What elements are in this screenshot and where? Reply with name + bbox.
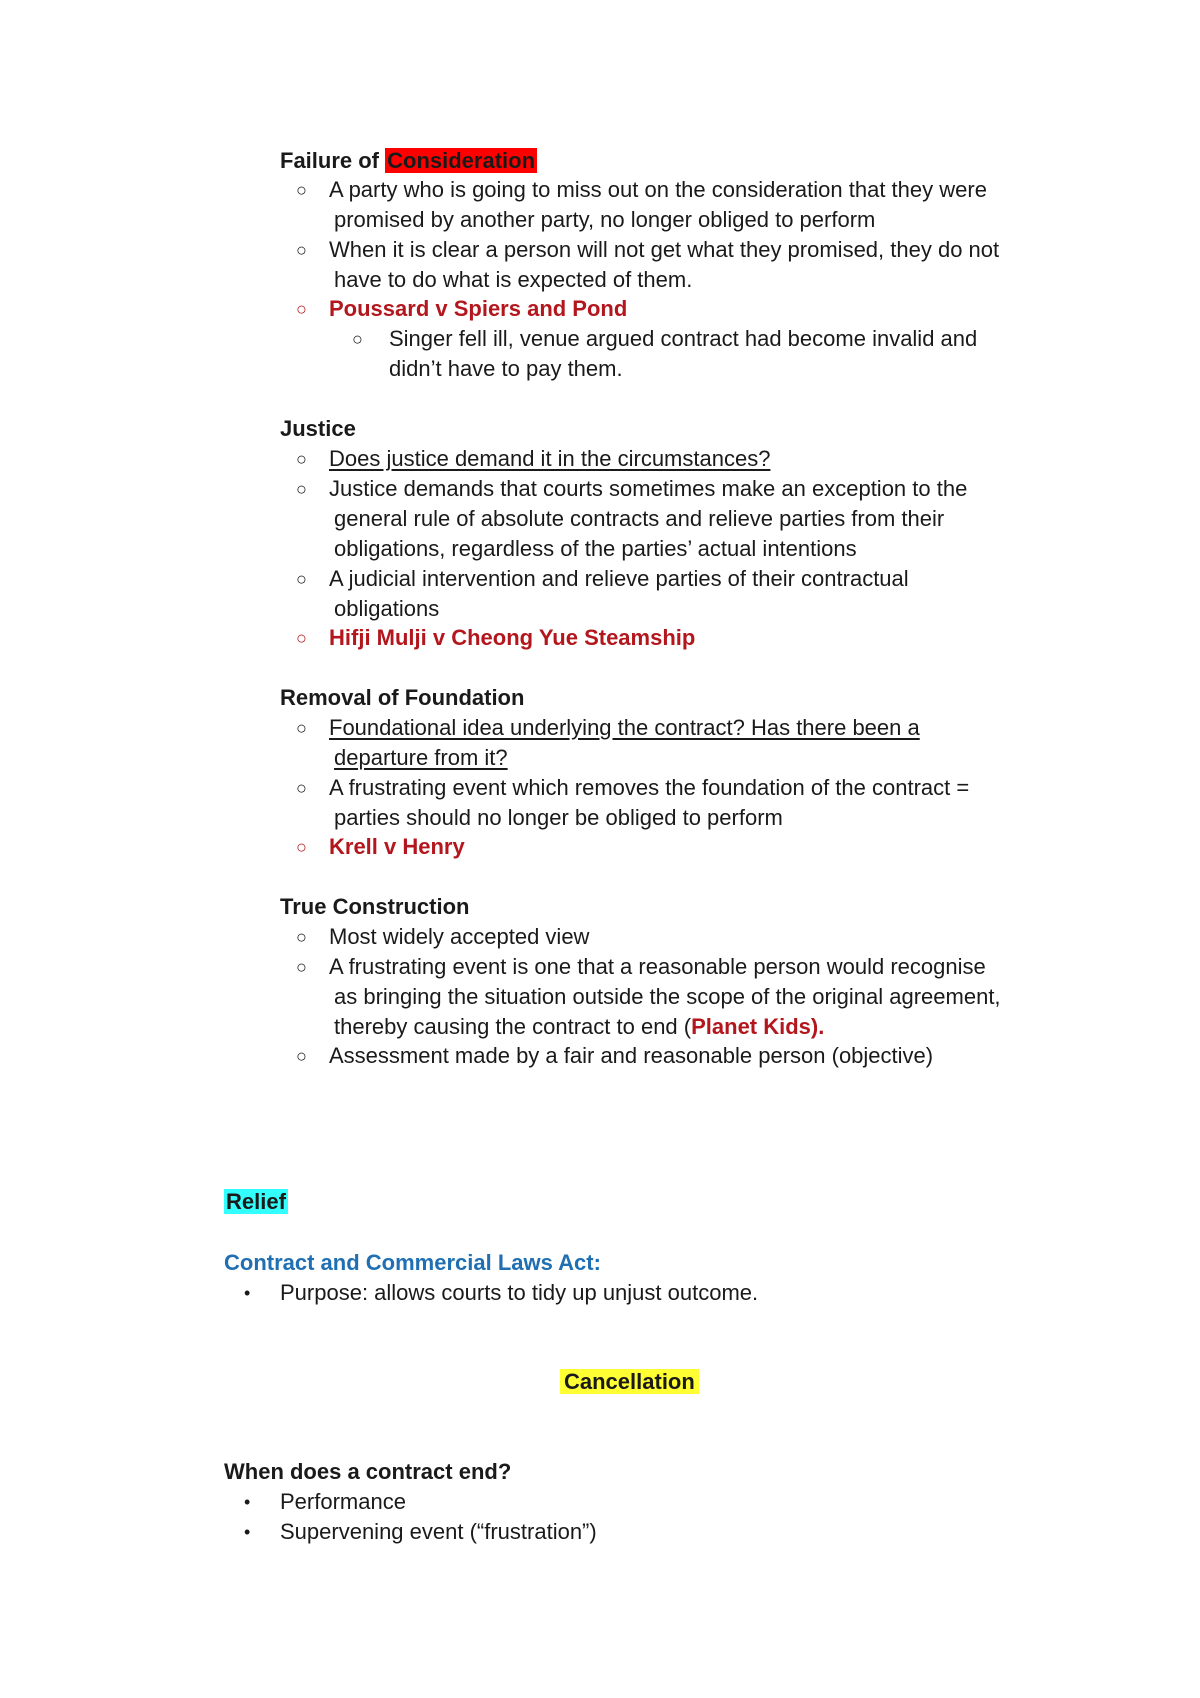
failure-case: Poussard v Spiers and Pond <box>329 296 628 321</box>
foundation-case: Krell v Henry <box>329 834 465 859</box>
cancellation-question: When does a contract end? <box>224 1459 512 1484</box>
failure-bullet-1-line-2: promised by another party, no longer obliged to perform <box>334 207 876 232</box>
construction-bullet-3: Assessment made by a fair and reasonable person (objective) <box>329 1043 934 1068</box>
cancellation-heading <box>560 1367 699 1397</box>
bullet-icon: ○ <box>296 569 307 589</box>
justice-bullet-2-line-3: obligations, regardless of the parties’ actual intentions <box>334 536 857 561</box>
foundation-bullet-2-line-2: parties should no longer be obliged to perform <box>334 805 783 830</box>
justice-bullet-1: Does justice demand it in the circumstances? <box>329 446 771 471</box>
foundation-bullet-1-line-2: departure from it? <box>334 745 508 770</box>
bullet-icon: ○ <box>296 778 307 798</box>
relief-act-title: Contract and Commercial Laws Act: <box>224 1250 601 1275</box>
justice-heading: Justice <box>280 416 356 441</box>
justice-case: Hifji Mulji v Cheong Yue Steamship <box>329 625 696 650</box>
bullet-icon: ○ <box>296 927 307 947</box>
bullet-icon: • <box>244 1283 251 1303</box>
construction-heading: True Construction <box>280 894 470 919</box>
bullet-icon: ○ <box>296 180 307 200</box>
bullet-icon: ○ <box>296 628 307 648</box>
construction-bullet-2-line-3-text: thereby causing the contract to end ( <box>334 1014 692 1039</box>
failure-heading-text: Failure of <box>280 148 386 173</box>
failure-bullet-1-line-1: A party who is going to miss out on the consideration that they were <box>329 177 987 202</box>
bullet-icon: ○ <box>296 449 307 469</box>
justice-bullet-2-line-2: general rule of absolute contracts and relieve parties from their <box>334 506 945 531</box>
failure-heading-highlight: Consideration <box>387 148 536 173</box>
justice-bullet-3-line-1: A judicial intervention and relieve parties of their contractual <box>329 566 909 591</box>
cancellation-heading-highlight: Cancellation <box>560 1369 699 1394</box>
bullet-icon: ○ <box>296 240 307 260</box>
construction-bullet-2-line-1: A frustrating event is one that a reasonable person would recognise <box>329 954 986 979</box>
failure-sub-line-1: Singer fell ill, venue argued contract had become invalid and <box>389 326 978 351</box>
bullet-icon: ○ <box>296 957 307 977</box>
bullet-icon: ○ <box>296 1046 307 1066</box>
failure-sub-line-2: didn’t have to pay them. <box>389 356 623 381</box>
justice-bullet-3-line-2: obligations <box>334 596 440 621</box>
construction-case: Planet Kids). <box>691 1014 825 1039</box>
cancellation-bullet-1: Performance <box>280 1489 406 1514</box>
failure-bullet-2-line-2: have to do what is expected of them. <box>334 267 693 292</box>
bullet-icon: ○ <box>296 837 307 857</box>
construction-bullet-2-line-3 <box>334 1012 824 1042</box>
failure-bullet-2-line-1: When it is clear a person will not get what they promised, they do not <box>329 237 1000 262</box>
bullet-icon: ○ <box>296 479 307 499</box>
cancellation-bullet-2: Supervening event (“frustration”) <box>280 1519 597 1544</box>
bullet-icon: ○ <box>352 329 363 349</box>
relief-heading-highlight: Relief <box>226 1189 286 1214</box>
construction-bullet-1: Most widely accepted view <box>329 924 590 949</box>
foundation-bullet-2-line-1: A frustrating event which removes the foundation of the contract = <box>329 775 970 800</box>
bullet-icon: ○ <box>296 718 307 738</box>
construction-bullet-2-line-2: as bringing the situation outside the scope of the original agreement, <box>334 984 1001 1009</box>
foundation-heading: Removal of Foundation <box>280 685 525 710</box>
bullet-icon: • <box>244 1492 251 1512</box>
relief-heading <box>224 1187 288 1217</box>
failure-heading <box>280 146 537 176</box>
justice-bullet-2-line-1: Justice demands that courts sometimes make an exception to the <box>329 476 968 501</box>
foundation-bullet-1-line-1: Foundational idea underlying the contract? Has there been a <box>329 715 920 740</box>
bullet-icon: • <box>244 1522 251 1542</box>
relief-bullet-1: Purpose: allows courts to tidy up unjust outcome. <box>280 1280 759 1305</box>
bullet-icon: ○ <box>296 299 307 319</box>
